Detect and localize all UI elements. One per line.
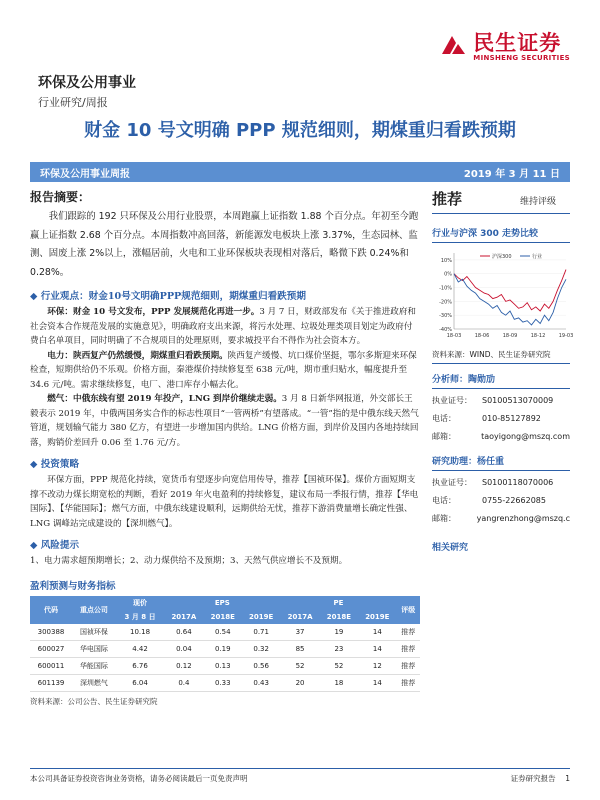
- footer: [30, 768, 570, 784]
- assistant-phone: 电话： 0755-22662085: [432, 496, 546, 505]
- abstract-title: 报告摘要：: [30, 190, 91, 204]
- forecast-table: [30, 596, 420, 692]
- sidebar: [432, 188, 574, 553]
- sub-header: 2017A: [164, 610, 203, 624]
- col-header: 现价: [116, 596, 164, 610]
- analyst-heading: 分析师：陶勋劢: [432, 372, 570, 389]
- diamond-icon: ◆: [30, 459, 41, 470]
- brand-name-en: MINSHENG SECURITIES: [473, 54, 570, 62]
- view-paragraph-power: 电力：陕西复产仍然缓慢，期煤重归看跌预期。陕西复产缓慢、坑口煤价坚挺，鄂尔多斯迎来环保检查，短期供给仍不乐观。价格方面，秦港煤价持续修复至 638 元/吨，期市重归贴水，幅度提升至 34.6 元/吨。需求继续修复，电厂、港口库存小幅去化。: [30, 350, 417, 390]
- x-tick-label: 18-09: [502, 333, 518, 339]
- report-type: 行业研究/周报: [38, 96, 108, 109]
- x-tick-label: 18-03: [446, 333, 462, 339]
- report-banner: [30, 162, 570, 182]
- col-header: EPS: [164, 596, 280, 610]
- col-header: PE: [280, 596, 396, 610]
- main-content: [30, 188, 420, 707]
- sub-header: 3 月 8 日: [116, 610, 164, 624]
- x-tick-label: 18-06: [474, 333, 490, 339]
- legend-label: 行业: [532, 254, 543, 260]
- table-row: 300388 国祯环保 10.18 0.64 0.54 0.71 37 19 14 推荐: [30, 624, 420, 641]
- sub-header: 2018E: [320, 610, 358, 624]
- abstract-text: 我们跟踪的 192 只环保及公用行业股票，本周跑赢上证指数 1.88 个百分点。年初至今跑赢上证指数 2.68 个百分点。本周指数冲高回落，新能源发电板块上涨 3.37%，生态园林、监测、固废上涨 2%以上，涨幅居前，火电和工业环保板块表现相对落后，略微下跌 0.24%和 0.28%。: [30, 211, 419, 278]
- brand-name-cn: 民生证券: [473, 31, 562, 55]
- view-paragraph-env: 环保：财金 10 号文发布，PPP 发展规范化再进一步。3 月 7 日，财政部发布《关于推进政府和社会资本合作规范发展的实施意见》，明确政府支出来源，将污水处理、垃圾处理类项目划定为政府付费白名单项目，同时明确了不合规项目的处理原则，要求城投平台不得作为社会资本方。: [30, 307, 417, 346]
- chart-title: 行业与沪深 300 走势比较: [432, 226, 570, 243]
- view-paragraph-gas: 燃气：中俄东线有望 2019 年投产，LNG 到岸价继续走弱。3 月 8 日新华网报道，外交部长王毅表示 2019 年，中俄两国务实合作的标志性项目“一管两桥”有望落成。“一管”指的是中俄东线天然气管道，规划输气能力 380 亿方，有望进一步增加国内供给。LNG 价格方面，到岸价及国内各地持续回落，购销价差回升 0.06 至 1.76 元/方。: [30, 394, 419, 448]
- legend-label: 沪深300: [492, 254, 512, 260]
- assistant-license: 执业证号： S0100118070006: [432, 478, 554, 487]
- table-row: 600011 华能国际 6.76 0.12 0.13 0.56 52 52 12 推荐: [30, 658, 420, 675]
- table-source: 资料来源：公司公告、民生证券研究院: [30, 697, 158, 706]
- brand-logo-icon: [438, 32, 468, 62]
- assistant-heading: 研究助理：杨任重: [432, 454, 570, 471]
- view-heading: ◆ 行业观点：财金10号文明确PPP规范细则，期煤重归看跌预期: [30, 291, 306, 302]
- y-tick-label: -20%: [439, 299, 452, 306]
- analyst-license: 执业证号： S0100513070009: [432, 396, 554, 405]
- x-tick-label: 19-03: [558, 333, 574, 339]
- col-header: 重点公司: [72, 596, 116, 624]
- rating-row: [432, 188, 570, 214]
- trend-chart: [432, 247, 574, 347]
- col-header: 评级: [397, 596, 420, 624]
- risk-heading: ◆ 风险提示: [30, 540, 80, 551]
- x-tick-label: 18-12: [530, 333, 546, 339]
- footer-right: 证券研究报告 1: [510, 774, 570, 783]
- brand-logo: [438, 32, 570, 62]
- table-row: 600027 华电国际 4.42 0.04 0.19 0.32 85 23 14 推荐: [30, 641, 420, 658]
- analyst-phone: 电话： 010-85127892: [432, 414, 541, 423]
- banner-date: 2019 年 3 月 11 日: [463, 168, 560, 180]
- diamond-icon: ◆: [30, 540, 41, 551]
- strategy-text: 环保方面，PPP 规范化持续，宽货币有望逐步向宽信用传导，推荐【国祯环保】。煤价方面短期支撑不改动力煤长期宽松的判断，看好 2019 年火电盈利的持续修复，建议布局一季报行情，推荐【华电国际】、【华能国际】；燃气方面，中俄东线建设顺利，远期供给无忧，推荐下游消费量增长确定性强、LNG 调峰站完成建设的【深圳燃气】。: [30, 475, 419, 529]
- rating-sub: 维持评级: [519, 197, 556, 207]
- y-tick-label: -40%: [439, 327, 452, 333]
- sector-title: 环保及公用事业: [38, 75, 136, 91]
- sub-header: 2017A: [280, 610, 319, 624]
- rating: 推荐: [432, 190, 463, 208]
- analyst-email: 邮箱： taoyigong@mszq.com: [432, 432, 570, 441]
- diamond-icon: ◆: [30, 291, 41, 302]
- y-tick-label: 0%: [444, 271, 452, 278]
- col-header: 代码: [30, 596, 72, 624]
- y-tick-label: -30%: [439, 313, 452, 320]
- y-tick-label: -10%: [439, 285, 452, 292]
- table-row: 601139 深圳燃气 6.04 0.4 0.33 0.43 20 18 14 推荐: [30, 675, 420, 692]
- banner-label: 环保及公用事业周报: [40, 168, 130, 180]
- strategy-heading: ◆ 投资策略: [30, 459, 80, 470]
- sub-header: 2018E: [204, 610, 242, 624]
- page-title: 财金 10 号文明确 PPP 规范细则，期煤重归看跌预期: [84, 120, 516, 141]
- table-title: 盈利预测与财务指标: [30, 581, 116, 592]
- sub-header: 2019E: [358, 610, 396, 624]
- trend-chart-svg: [432, 247, 574, 343]
- page-number: 1: [565, 774, 570, 783]
- risk-text: 1、电力需求超预期增长；2、动力煤供给不及预期；3、天然气供应增长不及预期。: [30, 556, 348, 566]
- footer-disclaimer: 本公司具备证券投资咨询业务资格，请务必阅读最后一页免责声明: [30, 774, 248, 783]
- chart-source: 资料来源：WIND、民生证券研究院: [432, 349, 570, 364]
- assistant-email: 邮箱： yangrenzhong@mszq.c: [432, 514, 570, 523]
- y-tick-label: 10%: [440, 257, 452, 264]
- related-research: 相关研究: [432, 543, 469, 553]
- sub-header: 2019E: [242, 610, 280, 624]
